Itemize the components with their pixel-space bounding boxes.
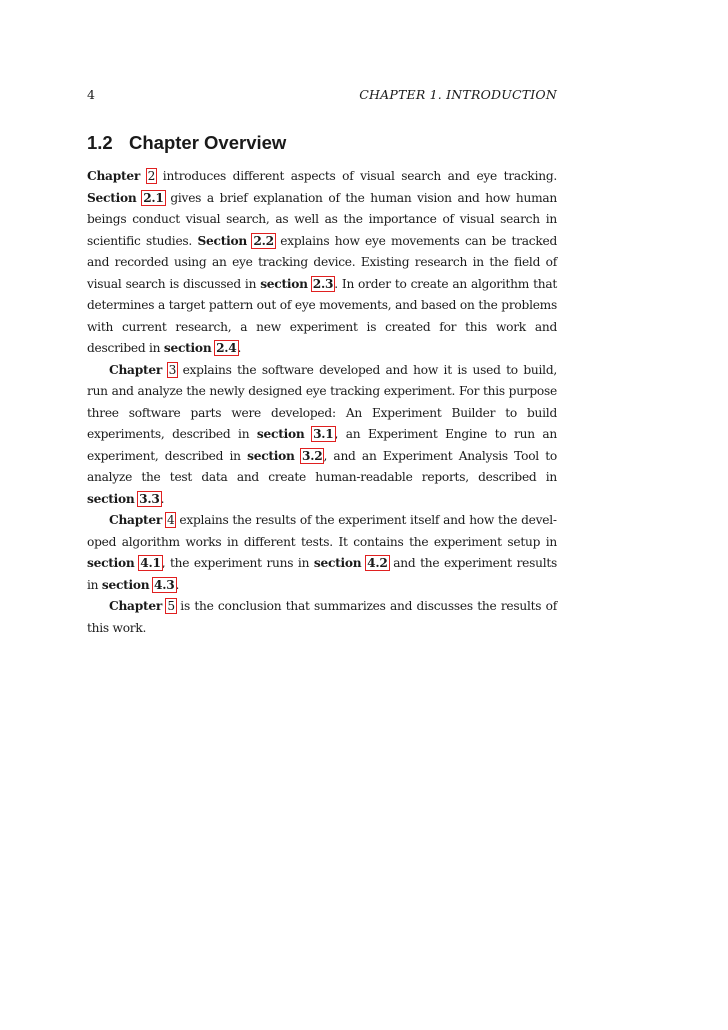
chapter-label: Chapter [109, 513, 163, 527]
body-text [87, 166, 557, 639]
section-label: section [260, 276, 308, 291]
text-run: , the experiment runs in [161, 556, 314, 570]
section-label: Section [197, 233, 247, 248]
section-label: section [87, 556, 135, 570]
text-run: . [237, 341, 242, 355]
text-run: gives a brief explanation of the human vision and how human beings conduct visual search, as well as the importance of visual search in scientific studies. [87, 190, 557, 248]
text-run: explains the software developed and how it is used to build, run and analyze the newly designed eye tracking experiment. For this purpose three software parts were developed: An Experiment Builder to build experiments, described in [87, 362, 557, 441]
section-3-2-link[interactable]: 3.2 [302, 448, 323, 463]
paragraph-2 [87, 360, 557, 511]
running-title: CHAPTER 1. INTRODUCTION [359, 87, 557, 102]
text-run: , and an Experiment Analysis Tool to analyze the test data and create human-readable reports, described in [87, 448, 558, 484]
section-2-1-link[interactable]: 2.1 [143, 190, 164, 205]
text-run: introduces different aspects of visual search and eye tracking. [156, 169, 557, 183]
section-4-1-link[interactable]: 4.1 [140, 556, 161, 570]
paragraph-3 [87, 510, 557, 596]
paragraph-1 [87, 166, 557, 360]
section-number: 1.2 [87, 132, 113, 153]
text-run: . [160, 491, 165, 506]
section-2-3-link[interactable]: 2.3 [312, 276, 334, 291]
section-label: section [313, 556, 362, 570]
section-2-2-link[interactable]: 2.2 [253, 233, 274, 248]
chapter-2-link[interactable]: 2 [147, 169, 156, 183]
section-label: section [256, 427, 305, 441]
chapter-5-link[interactable]: 5 [167, 599, 175, 613]
chapter-4-link[interactable]: 4 [166, 513, 175, 527]
section-3-3-link[interactable]: 3.3 [139, 491, 160, 506]
section-4-3-link[interactable]: 4.3 [154, 577, 175, 592]
text-run: and the experiment results in [87, 556, 558, 592]
section-heading [87, 131, 557, 155]
chapter-label: Chapter [109, 362, 163, 377]
section-label: section [247, 448, 295, 463]
text-run: . [175, 577, 180, 592]
running-header [87, 86, 557, 104]
text-run: , an Experiment Engine to run an experiment, described in [87, 427, 558, 463]
section-label: section [101, 577, 150, 592]
section-2-4-link[interactable]: 2.4 [216, 341, 237, 355]
chapter-3-link[interactable]: 3 [168, 362, 177, 377]
paragraph-4 [87, 596, 557, 639]
chapter-label: Chapter [87, 169, 141, 183]
text-run: explains the results of the experiment itself and how the developed algorithm works in different tests. It contains the experiment setup in [87, 513, 557, 549]
text-run: is the conclusion that summarizes and discusses the results of this work. [87, 599, 557, 635]
chapter-label: Chapter [109, 599, 163, 613]
section-label: section [87, 491, 135, 506]
text-run: explains how eye movements can be tracked and recorded using an eye tracking device. Existing research in the field of visual search is discussed in [87, 233, 557, 291]
section-title: Chapter Overview [129, 132, 287, 153]
section-3-1-link[interactable]: 3.1 [313, 427, 334, 441]
section-label: section [163, 341, 212, 355]
text-run: . In order to create an algorithm that determines a target pattern out of eye movements, and based on the problems with current research, a new experiment is created for this work and described in [87, 276, 557, 355]
page-number: 4 [87, 87, 95, 102]
section-label: Section [87, 190, 137, 205]
section-4-2-link[interactable]: 4.2 [367, 556, 388, 570]
